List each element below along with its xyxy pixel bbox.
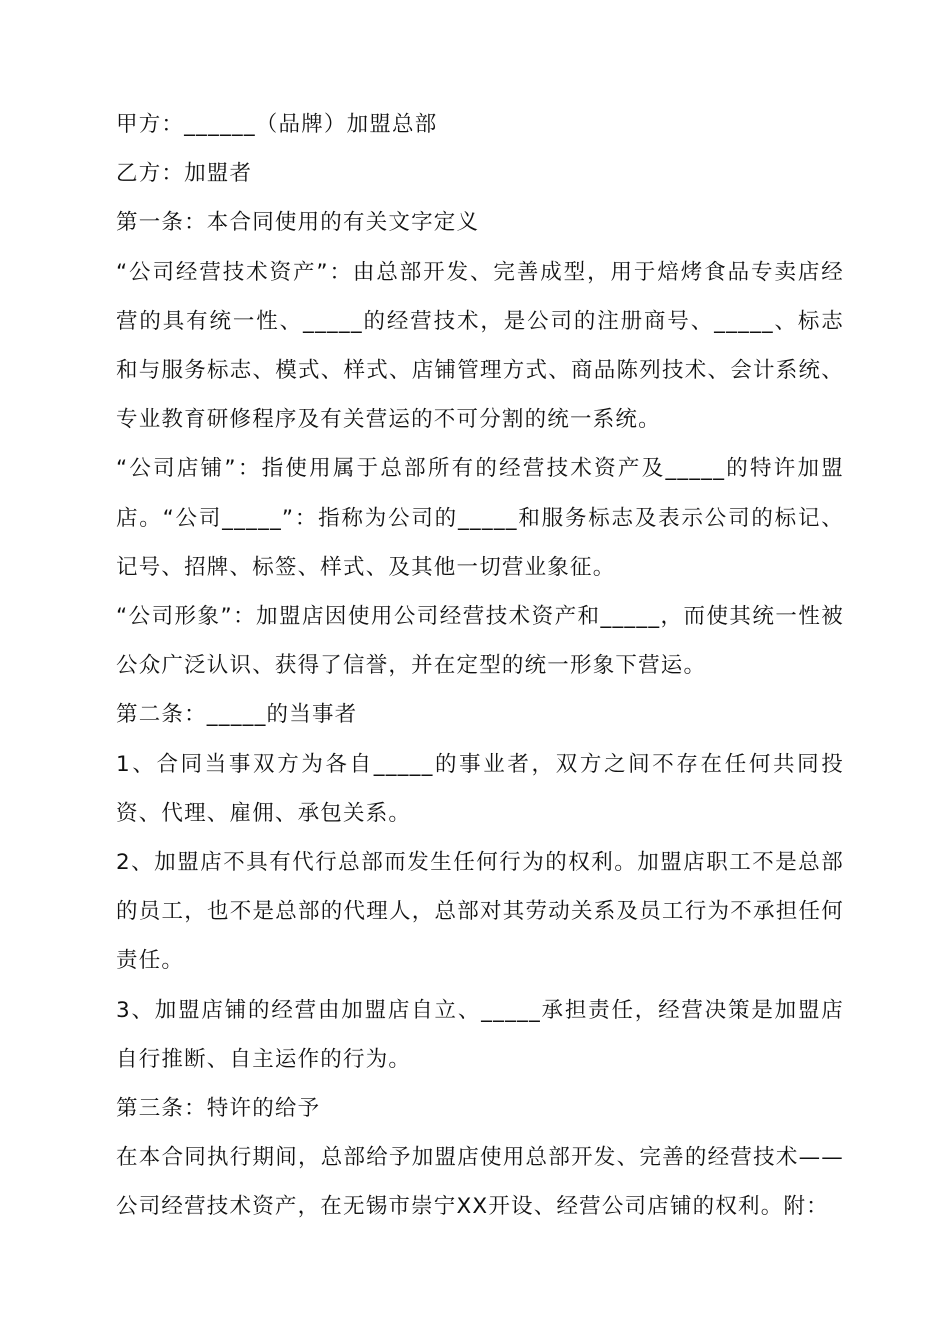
article-2-heading: 第二条：_____的当事者: [116, 702, 358, 728]
definition-company-image: “公司形象”：加盟店因使用公司经营技术资产和_____，而使其统一性被公众广泛认识、获得了信誉，并在定型的统一形象下营运。: [116, 604, 844, 679]
party-a-line: 甲方：______（品牌）加盟总部: [116, 112, 438, 137]
article-3-body: 在本合同执行期间，总部给予加盟店使用总部开发、完善的经营技术——公司经营技术资产，在无锡市崇宁XX开设、经营公司店铺的权利。附：: [116, 1145, 844, 1220]
article-3-heading: 第三条：特许的给予: [116, 1096, 321, 1122]
article-2-clause-3: 3、加盟店铺的经营由加盟店自立、_____承担责任，经营决策是加盟店自行推断、自主运作的行为。: [116, 997, 844, 1072]
article-1-heading: 第一条：本合同使用的有关文字定义: [116, 210, 480, 236]
article-2-clause-2: 2、加盟店不具有代行总部而发生任何行为的权利。加盟店职工不是总部的员工，也不是总部的代理人，总部对其劳动关系及员工行为不承担任何责任。: [116, 850, 844, 974]
party-b-line: 乙方：加盟者: [116, 161, 253, 187]
definition-company-store: “公司店铺”：指使用属于总部所有的经营技术资产及_____的特许加盟店。“公司_____”：指称为公司的_____和服务标志及表示公司的标记、记号、招牌、标签、样式、及其他一切营业象征。: [116, 456, 844, 580]
definition-tech-assets: “公司经营技术资产”：由总部开发、完善成型，用于焙烤食品专卖店经营的具有统一性、_____的经营技术，是公司的注册商号、_____、标志和与服务标志、模式、样式、店铺管理方式、商品陈列技术、会计系统、专业教育研修程序及有关营运的不可分割的统一系统。: [116, 259, 844, 433]
contract-body: [116, 100, 844, 1232]
article-2-clause-1: 1、合同当事双方为各自_____的事业者，双方之间不存在任何共同投资、代理、雇佣、承包关系。: [116, 751, 844, 826]
